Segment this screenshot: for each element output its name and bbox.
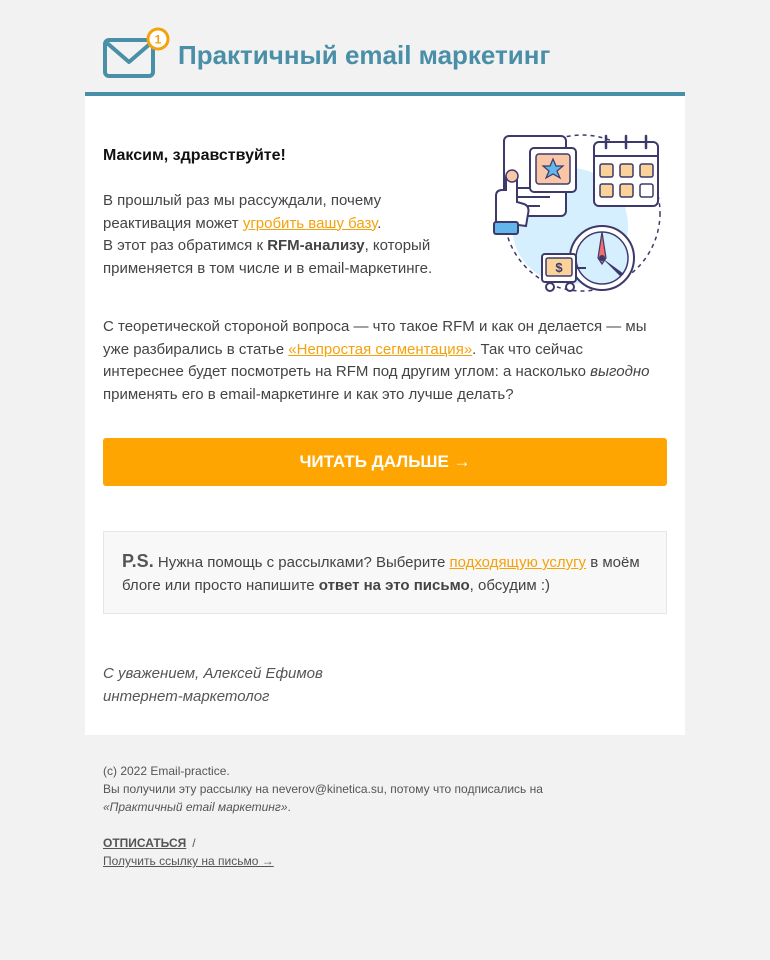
unsubscribe-link[interactable]: ОТПИСАТЬСЯ: [103, 836, 187, 850]
para-part-2: . Так что сейчас интереснее будет посмотреть на RFM под другим углом: а насколько: [103, 340, 591, 380]
brand-title: Практичный email маркетинг: [178, 40, 551, 70]
ps-text-1: Нужна помощь с рассылками? Выберите: [153, 554, 450, 571]
footer-separator: /: [192, 836, 196, 850]
intro-part-2: .: [377, 214, 382, 232]
intro-part-1: В прошлый раз мы рассуждали, почему реактивация может: [103, 192, 382, 232]
subscription-notice: [103, 780, 663, 816]
email-footer: [103, 762, 663, 870]
signature: [103, 663, 323, 708]
signature-name: С уважением, Алексей Ефимов: [103, 665, 323, 682]
notice-part-1: Вы получили эту рассылку на: [103, 782, 273, 796]
signature-title: интернет-маркетолог: [103, 687, 270, 705]
badge-number: 1: [154, 32, 162, 47]
read-more-button[interactable]: ЧИТАТЬ ДАЛЬШЕ →: [103, 438, 667, 486]
email-header: [85, 0, 685, 96]
ps-bold: ответ на это письмо: [318, 576, 470, 594]
envelope-with-badge-icon: [103, 26, 171, 82]
list-name: «Практичный email маркетинг»: [103, 800, 288, 814]
segmentation-article-link[interactable]: «Непростая сегментация»: [288, 340, 473, 358]
para-part-3: применять его в email-маркетинге и как это лучше делать?: [103, 385, 514, 403]
svg-text:$: $: [555, 260, 563, 275]
para-italic: выгодно: [590, 363, 650, 380]
notice-part-3: .: [287, 800, 291, 814]
greeting: Максим, здравствуйте!: [103, 147, 286, 164]
intro-text: [103, 190, 463, 280]
ps-text-2: в моём блоге или просто напишите: [122, 554, 640, 594]
rfm-bold: RFM-анализу: [267, 237, 365, 254]
subscriber-email: neverov@kinetica.su: [272, 782, 384, 796]
web-version-link[interactable]: Получить ссылку на письмо →: [103, 854, 274, 868]
email-wrapper: [85, 0, 685, 96]
ps-box: [103, 531, 667, 614]
email-body: [85, 96, 685, 735]
copyright: (c) 2022 Email-practice.: [103, 764, 230, 778]
main-paragraph: [103, 316, 663, 406]
service-link[interactable]: подходящую услугу: [449, 554, 587, 571]
marketing-analytics-illustration: [490, 126, 666, 294]
kill-base-link[interactable]: угробить вашу базу: [242, 214, 378, 232]
footer-actions: [103, 834, 663, 852]
notice-part-2: , потому что подписались на: [383, 782, 543, 796]
intro-part-3: В этот раз обратимся к: [103, 237, 268, 254]
para-part-1: С теоретической стороной вопроса — что такое RFM и как он делается — мы уже разбирались в статье: [103, 318, 647, 358]
intro-part-4: , который применяется в том числе и в email-маркетинге.: [103, 237, 433, 277]
ps-label: P.S.: [122, 551, 154, 571]
ps-text-3: , обсудим :): [469, 576, 551, 594]
